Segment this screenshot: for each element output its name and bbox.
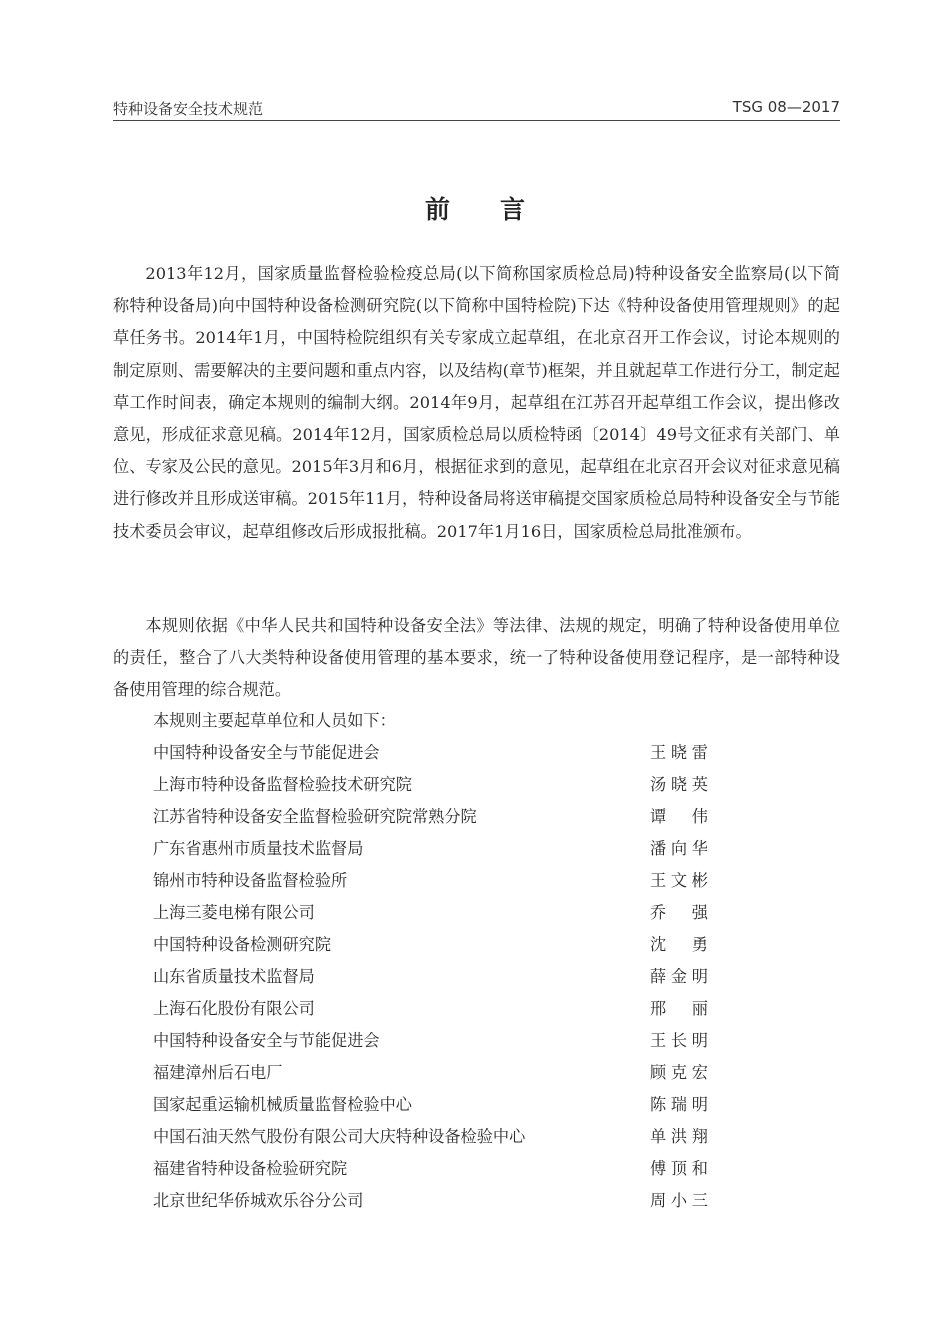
drafter-row (153, 1057, 753, 1089)
drafter-row (153, 801, 753, 833)
drafter-organization: 国家起重运输机械质量监督检验中心 (153, 1095, 412, 1114)
drafter-organization: 中国特种设备检测研究院 (153, 935, 332, 954)
drafter-name: 王长明 (650, 1031, 708, 1050)
drafter-organization: 中国特种设备安全与节能促进会 (153, 743, 380, 762)
drafter-organization: 山东省质量技术监督局 (153, 967, 315, 986)
drafter-row (153, 1089, 753, 1121)
drafter-row (153, 1185, 753, 1217)
drafter-organization: 锦州市特种设备监督检验所 (153, 871, 348, 890)
running-header (113, 95, 840, 119)
drafter-organization: 中国石油天然气股份有限公司大庆特种设备检验中心 (153, 1127, 526, 1146)
drafter-organization: 福建漳州后石电厂 (153, 1063, 283, 1082)
drafter-row (153, 993, 753, 1025)
drafter-row (153, 1025, 753, 1057)
drafter-organization: 上海市特种设备监督检验技术研究院 (153, 775, 412, 794)
drafter-name: 邢丽 (650, 999, 708, 1018)
drafter-row (153, 737, 753, 769)
header-rule (113, 120, 840, 121)
drafter-organization: 广东省惠州市质量技术监督局 (153, 839, 364, 858)
drafter-name: 沈勇 (650, 935, 708, 954)
drafter-name: 傅顶和 (650, 1159, 708, 1178)
drafters-list (153, 737, 753, 1217)
scope-paragraph: 本规则依据《中华人民共和国特种设备安全法》等法律、法规的规定，明确了特种设备使用单位的责任，整合了八大类特种设备使用管理的基本要求，统一了特种设备使用登记程序，是一部特种设备使用管理的综合规范。 (113, 616, 840, 700)
drafter-row (153, 865, 753, 897)
drafter-name: 王晓雷 (650, 743, 708, 762)
drafter-organization: 江苏省特种设备安全监督检验研究院常熟分院 (153, 807, 477, 826)
drafter-row (153, 1121, 753, 1153)
drafter-organization: 中国特种设备安全与节能促进会 (153, 1031, 380, 1050)
drafter-name: 乔强 (650, 903, 708, 922)
drafter-name: 汤晓英 (650, 775, 708, 794)
drafter-row (153, 929, 753, 961)
drafter-name: 王文彬 (650, 871, 708, 890)
drafter-row (153, 897, 753, 929)
drafter-row (153, 833, 753, 865)
drafter-row (153, 1153, 753, 1185)
drafter-organization: 北京世纪华侨城欢乐谷分公司 (153, 1191, 364, 1210)
history-paragraph: 2013年12月，国家质量监督检验检疫总局(以下简称国家质检总局)特种设备安全监察局(以下简称特种设备局)向中国特种设备检测研究院(以下简称中国特检院)下达《特种设备使用管理规则》的起草任务书。2014年1月，中国特检院组织有关专家成立起草组，在北京召开工作会议，讨论本规则的制定原则、需要解决的主要问题和重点内容，以及结构(章节)框架，并且就起草工作进行分工，制定起草工作时间表，确定本规则的编制大纲。2014年9月，起草组在江苏召开起草组工作会议，提出修改意见，形成征求意见稿。2014年12月，国家质检总局以质检特函〔2014〕49号文征求有关部门、单位、专家及公民的意见。2015年3月和6月，根据征求到的意见，起草组在北京召开会议对征求意见稿进行修改并且形成送审稿。2015年11月，特种设备局将送审稿提交国家质检总局特种设备安全与节能技术委员会审议，起草组修改后形成报批稿。2017年1月16日，国家质检总局批准颁布。 (113, 264, 840, 541)
drafter-row (153, 769, 753, 801)
drafter-name: 谭伟 (650, 807, 708, 826)
drafter-organization: 福建省特种设备检验研究院 (153, 1159, 348, 1178)
drafter-name: 周小三 (650, 1191, 708, 1210)
drafter-row (153, 961, 753, 993)
drafter-organization: 上海石化股份有限公司 (153, 999, 315, 1018)
page-title: 前言 (424, 195, 575, 224)
header-standard-number: TSG 08—2017 (732, 98, 840, 116)
drafter-organization: 上海三菱电梯有限公司 (153, 903, 315, 922)
drafters-intro: 本规则主要起草单位和人员如下： (153, 711, 396, 730)
drafter-name: 潘向华 (650, 839, 708, 858)
drafter-name: 陈瑞明 (650, 1095, 708, 1114)
drafter-name: 薛金明 (650, 967, 708, 986)
drafter-name: 顾克宏 (650, 1063, 708, 1082)
header-standard-category: 特种设备安全技术规范 (113, 100, 264, 118)
drafter-name: 单洪翔 (650, 1127, 708, 1146)
